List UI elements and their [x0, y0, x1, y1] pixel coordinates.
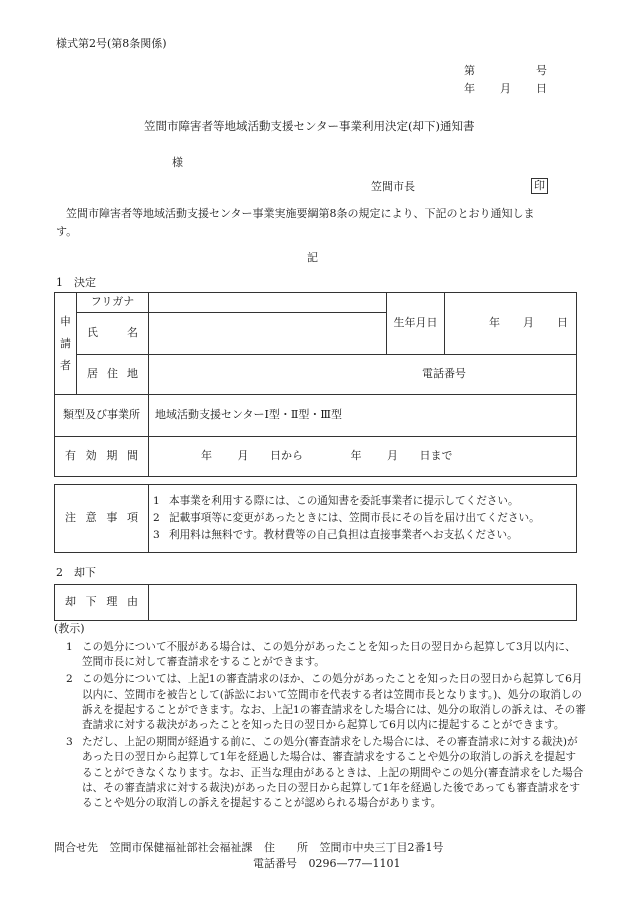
- section2-heading: 2 却下: [56, 566, 96, 579]
- furigana-label: フリガナ: [77, 293, 149, 313]
- period-label: 有 効 期 間: [55, 437, 149, 477]
- instruction-item: 3 ただし、上記の期間が経過する前に、この処分(審査請求をした場合には、その審査請求に対する裁決)があった日の翌日から起算して1年を経過した場合は、審査請求をすることや処分の取消しの訴えを提起することができなくなります。なお、正当な理由があるときは、上記の期間やこの処分(審査請求をした場合は、その審査請求に対する裁決)があった日の翌日から起算して1年を経過した後であっても審査請求をすることや処分の取消しの訴えを提起することが認められる場合があります。: [66, 736, 584, 810]
- contact-phone-label: 電話番号: [253, 857, 297, 870]
- address-label: 居 住 地: [77, 355, 149, 395]
- rejection-reason-field[interactable]: [149, 585, 577, 621]
- type-value: 地域活動支援センターⅠ型・Ⅱ型・Ⅲ型: [149, 395, 577, 437]
- phone-label: 電話番号: [422, 367, 466, 381]
- ki-heading: 記: [307, 251, 318, 264]
- seal-mark: 印: [531, 178, 548, 194]
- date-year: 年: [464, 82, 475, 95]
- contact-address-label: 住 所: [264, 841, 308, 854]
- rejection-reason-label: 却 下 理 由: [55, 585, 149, 621]
- birthdate-field[interactable]: 年 月 日: [445, 293, 577, 355]
- instruction-item: 2 この処分については、上記1の審査請求のほか、この処分があったことを知った日の翌日から起算して6月以内に、笠間市を被告として(訴訟において笠間市を代表する者は笠間市長となります。)、処分の取消しの訴えを提起することができます。なお、上記1の審査請求をした場合には、処分の取消しの訴えは、その審査請求に対する裁決があったことを知った日の翌日から起算して6月以内に提起することができます。: [66, 673, 586, 732]
- doc-number-go: 号: [536, 64, 547, 77]
- date-day: 日: [536, 82, 547, 95]
- instructions-list: [66, 640, 586, 811]
- address-field[interactable]: [149, 355, 577, 395]
- notes-label: 注 意 事 項: [55, 485, 149, 553]
- section1-heading: 1 決定: [56, 276, 96, 289]
- name-label: 氏 名: [77, 313, 149, 355]
- furigana-field[interactable]: [149, 293, 387, 313]
- instruction-item: 1 この処分について不服がある場合は、この処分があったことを知った日の翌日から起算して3月以内に、笠間市長に対して審査請求をすることができます。: [66, 641, 576, 669]
- contact-line: [54, 841, 444, 855]
- contact-address: 笠間市中央三丁目2番1号: [319, 841, 444, 854]
- name-field[interactable]: [149, 313, 387, 355]
- type-label: 類型及び事業所: [55, 395, 149, 437]
- contact-phone: 0296—77—1101: [308, 857, 401, 870]
- period-field[interactable]: 年 月 日から 年 月 日まで: [149, 437, 577, 477]
- rejection-table: [54, 584, 577, 621]
- birthdate-label: 生年月日: [387, 293, 445, 355]
- contact-label: 問合せ先: [54, 841, 98, 854]
- note-item: 1 本事業を利用する際には、この通知書を委託事業者に提示してください。: [153, 495, 519, 507]
- instruction-title: (教示): [54, 622, 85, 635]
- document-title: 笠間市障害者等地域活動支援センター事業利用決定(却下)通知書: [144, 119, 475, 133]
- notes-list: [149, 485, 577, 553]
- body-text-line1: 笠間市障害者等地域活動支援センター事業実施要綱第8条の規定により、下記のとおり通知しま: [66, 207, 535, 220]
- doc-number-dai: 第: [464, 64, 475, 77]
- form-number: 様式第2号(第8条関係): [56, 37, 167, 50]
- contact-department: 笠間市保健福祉部社会福祉課: [109, 841, 253, 854]
- notes-table: [54, 484, 577, 553]
- date-month: 月: [500, 82, 511, 95]
- note-item: 2 記載事項等に変更があったときには、笠間市長にその旨を届け出てください。: [153, 512, 540, 524]
- issuer: 笠間市長: [371, 180, 415, 193]
- note-item: 3 利用料は無料です。教材費等の自己負担は直接事業者へお支払ください。: [153, 529, 518, 541]
- contact-phone-line: [253, 857, 401, 871]
- addressee-suffix: 様: [172, 156, 183, 169]
- body-text-line2: す。: [56, 225, 78, 238]
- applicant-label: 申 請 者: [55, 293, 77, 395]
- decision-table: [54, 292, 577, 477]
